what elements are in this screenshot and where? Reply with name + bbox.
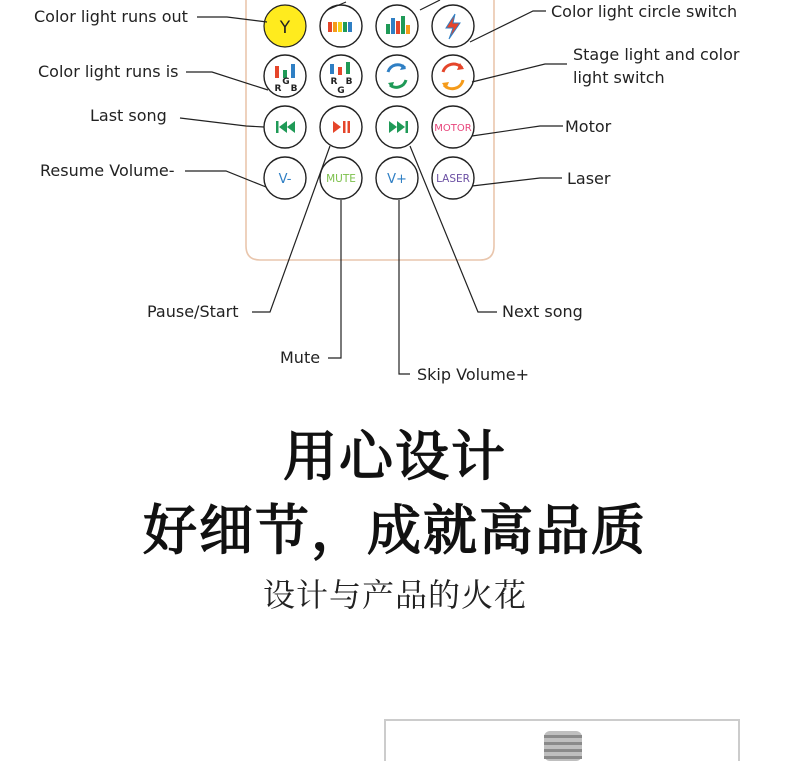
motor-button-label: MOTOR <box>434 123 472 134</box>
motor-button[interactable] <box>432 106 474 148</box>
heading-line-2: 好细节，成就高品质 <box>143 499 647 562</box>
previous-track-button[interactable] <box>264 106 306 148</box>
rgb-button-1[interactable] <box>264 55 306 97</box>
volume-up-button[interactable] <box>376 157 418 199</box>
circle-switch-button[interactable] <box>376 55 418 97</box>
rgb-b-label: B <box>345 77 353 87</box>
label-last-song: Last song <box>90 106 167 125</box>
product-image-frame <box>384 719 740 761</box>
label-color-light-circle-switch: Color light circle switch <box>551 2 738 21</box>
laser-button-label: LASER <box>436 173 470 185</box>
volume-down-label: V- <box>278 172 292 187</box>
label-pause-start: Pause/Start <box>147 302 239 321</box>
rgb-g-label: G <box>337 86 345 96</box>
label-color-light-runs-is: Color light runs is <box>38 62 179 81</box>
label-stage-light-line2: light switch <box>573 68 665 87</box>
mute-button[interactable] <box>320 157 362 199</box>
label-motor: Motor <box>565 117 612 136</box>
next-track-button[interactable] <box>376 106 418 148</box>
rgb-r-label: R <box>330 77 338 87</box>
label-laser: Laser <box>567 169 611 188</box>
color-bars-button[interactable] <box>320 5 362 47</box>
stage-light-button[interactable] <box>432 55 474 97</box>
label-next-song: Next song <box>502 302 583 321</box>
label-skip-volume-plus: Skip Volume+ <box>417 365 530 384</box>
color-bars-icon <box>328 22 352 32</box>
laser-button[interactable] <box>432 157 474 199</box>
rgb-g-label: G <box>282 77 290 87</box>
label-mute: Mute <box>280 348 321 367</box>
label-resume-volume-minus: Resume Volume- <box>40 161 175 180</box>
subheading: 设计与产品的火花 <box>262 576 527 614</box>
y-button[interactable] <box>264 5 306 47</box>
equalizer-button[interactable] <box>376 5 418 47</box>
volume-up-label: V+ <box>387 172 407 187</box>
y-button-label: Y <box>279 18 291 38</box>
mute-button-label: MUTE <box>326 173 356 185</box>
lightning-button[interactable] <box>432 5 474 47</box>
rgb-button-2[interactable] <box>320 55 362 97</box>
volume-down-button[interactable] <box>264 157 306 199</box>
play-pause-button[interactable] <box>320 106 362 148</box>
rgb-b-label: B <box>290 84 298 94</box>
rgb-r-label: R <box>274 84 282 94</box>
bulb-socket-icon <box>386 721 738 761</box>
label-color-light-runs-out: Color light runs out <box>34 7 188 26</box>
label-stage-light-line1: Stage light and color <box>573 45 740 64</box>
heading-line-1: 用心设计 <box>283 425 507 488</box>
